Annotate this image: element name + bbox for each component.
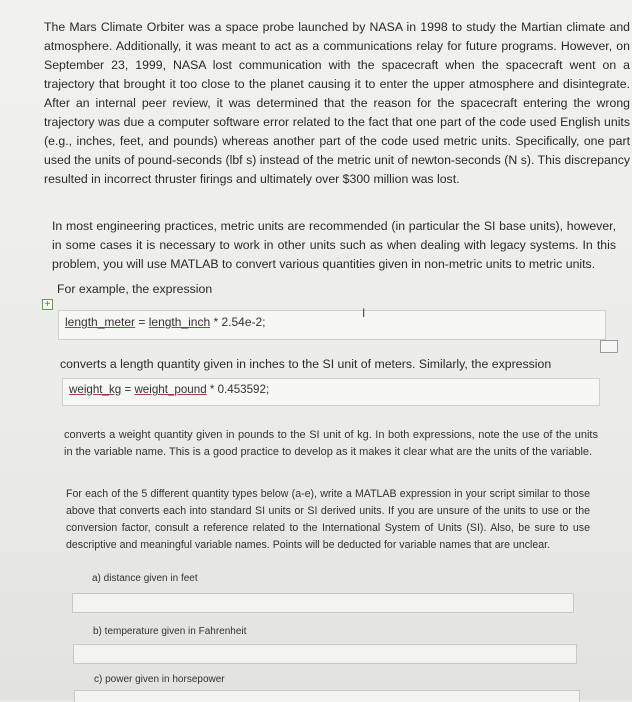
answer-box-c[interactable] xyxy=(74,690,580,702)
code-var-weight-pound: weight_pound xyxy=(134,383,207,396)
code-equals: = xyxy=(121,383,135,396)
code-equals: = xyxy=(135,315,149,329)
code-var-weight-kg: weight_kg xyxy=(69,383,122,396)
example-between-text: converts a length quantity given in inches to the SI unit of meters. Similarly, the expression xyxy=(60,357,552,371)
intro-paragraph-metric-units: In most engineering practices, metric units are recommended (in particular the SI base units), however, in some cases it is necessary to work in other units such as when dealing with legacy systems. In this problem, you will use MATLAB to convert various quantities given in non-metric units to metric units. xyxy=(52,219,616,271)
intro-paragraph-mars-orbiter: The Mars Climate Orbiter was a space probe launched by NASA in 1998 to study the Martian climate and atmosphere. Additionally, it was meant to act as a communications relay for future programs. However, on September 23, 1999, NASA lost communication with the spacecraft when the spacecraft went on a trajectory that brought it too close to the planet causing it to enter the upper atmosphere and disintegrate. After an internal peer review, it was determined that the reason for the spacecraft entering the wrong trajectory was due a computer software error related to the fact that one part of the code used English units (e.g., inches, feet, and pounds) whereas another part of the code used metric units. Specifically, one part used the units of pound-seconds (lbf s) instead of the metric unit of newton-seconds (N s). This discrepancy resulted in incorrect thruster firings and ultimately over $300 million was lost. xyxy=(44,20,630,186)
code-block-weight[interactable] xyxy=(62,378,600,406)
code-var-length-meter: length_meter xyxy=(65,315,136,329)
plus-box-icon[interactable]: + xyxy=(42,299,53,310)
code-block-length[interactable] xyxy=(58,310,606,340)
resize-handle[interactable] xyxy=(600,340,618,353)
item-b-label: b) temperature given in Fahrenheit xyxy=(93,626,247,637)
example-after-text: converts a weight quantity given in pounds to the SI unit of kg. In both expressions, note the use of the units in the variable name. This is a good practice to develop as it makes it clear what are the units of the variable. xyxy=(64,429,598,458)
code-var-length-inch: length_inch xyxy=(148,315,211,329)
instructions-paragraph: For each of the 5 different quantity types below (a-e), write a MATLAB expression in your script similar to those above that converts each into standard SI units or SI derived units. If you are unsure of the units to use or the conversion factor, consult a reference related to the International System of Units (SI). Also, be sure to use descriptive and meaningful variable names. Points will be deducted for variable names that are unclear. xyxy=(66,488,590,551)
item-a-label: a) distance given in feet xyxy=(92,573,198,584)
code-expression-rest: * 2.54e-2; xyxy=(210,315,266,329)
answer-box-b[interactable] xyxy=(73,644,577,664)
example-intro-label: For example, the expression xyxy=(57,282,213,296)
item-c-label: c) power given in horsepower xyxy=(94,674,225,685)
text-cursor-icon: I xyxy=(362,306,366,320)
answer-box-a[interactable] xyxy=(72,593,574,613)
code-expression-rest: * 0.453592; xyxy=(206,383,270,396)
